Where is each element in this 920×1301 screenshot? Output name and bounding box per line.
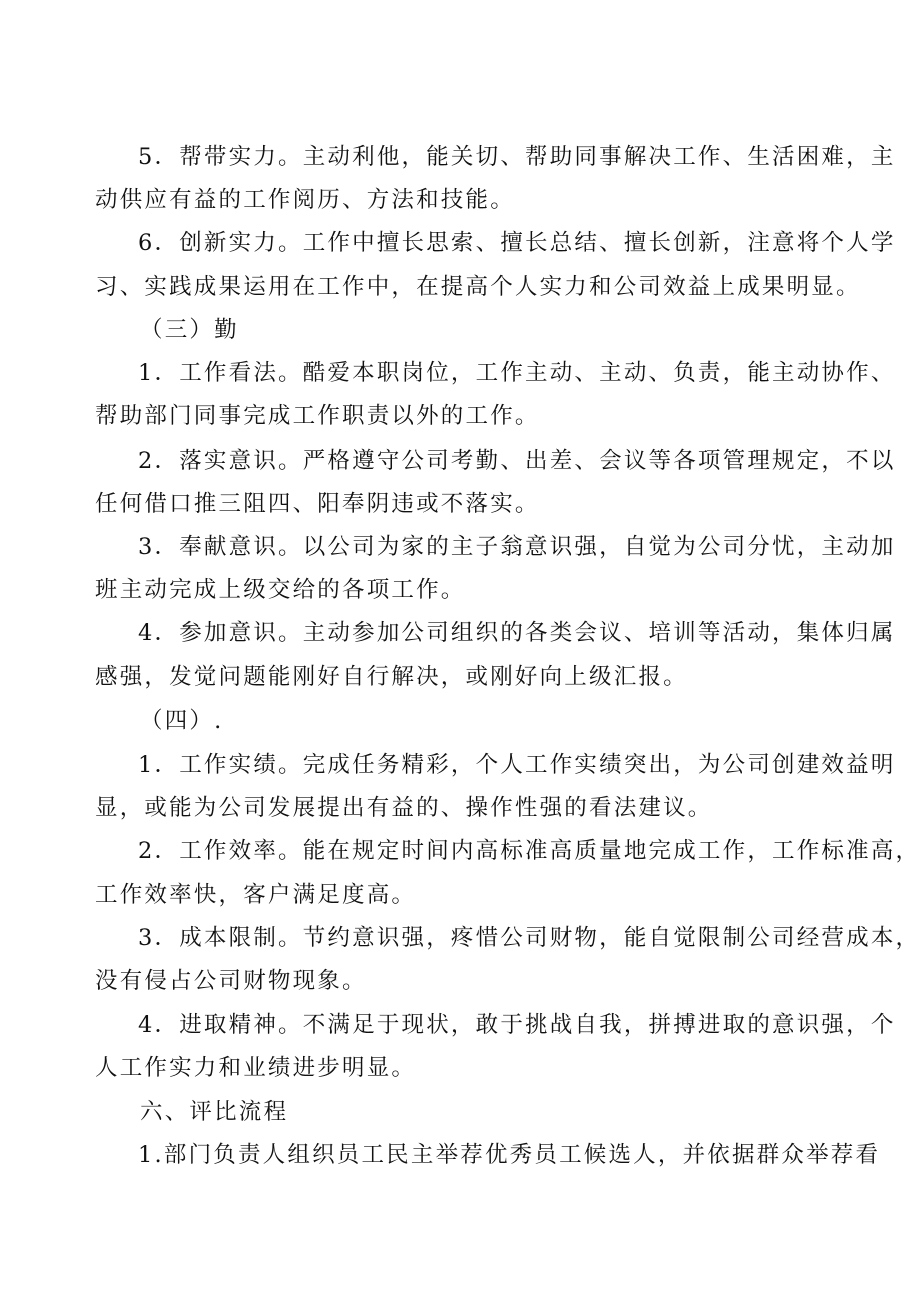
paragraph-line: 5．帮带实力。主动利他，能关切、帮助同事解决工作、生活困难，主 [138,144,896,170]
paragraph-line: 2．工作效率。能在规定时间内高标准高质量地完成工作，工作标准高， [138,838,920,864]
paragraph-line: 1．工作看法。酷爱本职岗位，工作主动、主动、负责，能主动协作、 [138,360,896,386]
paragraph-line: 人工作实力和业绩进步明显。 [95,1055,417,1081]
section-heading: （三）勤 [140,317,239,343]
paragraph-line: 没有侵占公司财物现象。 [95,968,367,994]
paragraph-line: 显，或能为公司发展提出有益的、操作性强的看法建议。 [95,795,713,821]
section-heading: （四）. [140,708,224,734]
paragraph-line: 3．奉献意识。以公司为家的主子翁意识强，自觉为公司分忧，主动加 [138,534,896,560]
paragraph-line: 任何借口推三阻四、阳奉阴违或不落实。 [95,491,540,517]
paragraph-line: 3．成本限制。节约意识强，疼惜公司财物，能自觉限制公司经营成本， [138,925,920,951]
paragraph-line: 1.部门负责人组织员工民主举荐优秀员工候选人，并依据群众举荐看 [138,1142,881,1168]
paragraph-line: 2．落实意识。严格遵守公司考勤、出差、会议等各项管理规定，不以 [138,448,896,474]
paragraph-line: 感强，发觉问题能刚好自行解决，或刚好向上级汇报。 [95,664,688,690]
paragraph-line: 帮助部门同事完成工作职责以外的工作。 [95,403,540,429]
paragraph-line: 习、实践成果运用在工作中，在提高个人实力和公司效益上成果明显。 [95,274,861,300]
section-heading: 六、评比流程 [140,1099,289,1125]
paragraph-line: 班主动完成上级交给的各项工作。 [95,577,466,603]
paragraph-line: 动供应有益的工作阅历、方法和技能。 [95,187,515,213]
paragraph-line: 4．参加意识。主动参加公司组织的各类会议、培训等活动，集体归属 [138,620,896,646]
paragraph-line: 1．工作实绩。完成任务精彩，个人工作实绩突出，为公司创建效益明 [138,752,896,778]
paragraph-line: 4．进取精神。不满足于现状，敢于挑战自我，拼搏进取的意识强，个 [138,1012,896,1038]
paragraph-line: 工作效率快，客户满足度高。 [95,882,417,908]
paragraph-line: 6．创新实力。工作中擅长思索、擅长总结、擅长创新，注意将个人学 [138,230,896,256]
